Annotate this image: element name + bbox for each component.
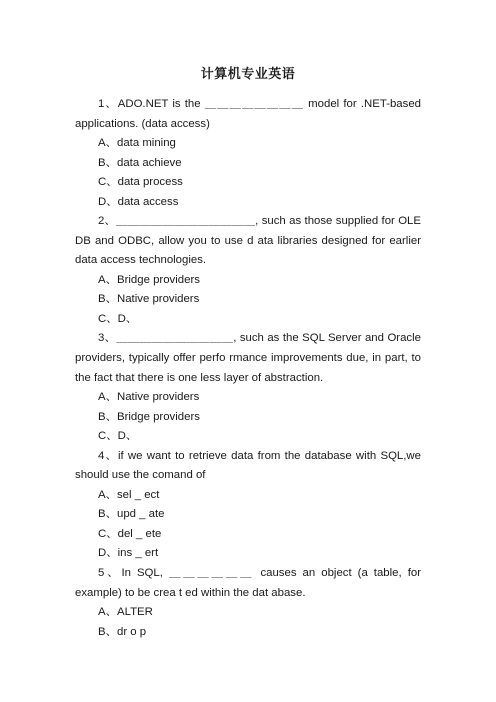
question-2: 2、＿＿＿＿＿＿＿＿＿＿＿＿, such as those supplied for OLE DB and ODBC, allow you to use d ata libraries designed for earlier data access technologies. bbox=[75, 215, 421, 267]
option-2a: A、Bridge providers bbox=[98, 273, 200, 286]
option-5b: B、dr o p bbox=[98, 625, 147, 638]
question-3: 3、＿＿＿＿＿＿＿＿＿＿, such as the SQL Server and Oracle providers, typically offer perfo rmance improvements due, in part, to the fact that there is one less layer of abstraction. bbox=[75, 332, 421, 384]
option-5a: A、ALTER bbox=[98, 606, 153, 619]
option-2cd: C、D、 bbox=[98, 312, 138, 325]
document-body bbox=[75, 95, 421, 642]
option-1d: D、data access bbox=[98, 195, 179, 208]
option-2b: B、Native providers bbox=[98, 293, 200, 306]
question-1: 1、ADO.NET is the ＿＿＿＿＿＿＿＿ model for .NET-based applications. (data access) bbox=[75, 98, 421, 130]
option-4b: B、upd _ ate bbox=[98, 508, 165, 521]
option-1c: C、data process bbox=[98, 176, 183, 189]
option-3a: A、Native providers bbox=[98, 391, 200, 404]
option-1a: A、data mining bbox=[98, 137, 176, 150]
option-1b: B、data achieve bbox=[98, 156, 182, 169]
option-4a: A、sel _ ect bbox=[98, 488, 160, 501]
option-4c: C、del _ ete bbox=[98, 527, 162, 540]
document-title: 计算机专业英语 bbox=[200, 66, 296, 81]
option-4d: D、ins _ ert bbox=[98, 547, 159, 560]
option-3b: B、Bridge providers bbox=[98, 410, 200, 423]
option-3cd: C、D、 bbox=[98, 430, 138, 443]
question-5: 5、In SQL, ＿＿＿＿＿＿ causes an object (a table, for example) to be crea t ed within the dat abase. bbox=[75, 566, 421, 599]
question-4: 4、if we want to retrieve data from the database with SQL,we should use the comand of bbox=[75, 449, 421, 482]
